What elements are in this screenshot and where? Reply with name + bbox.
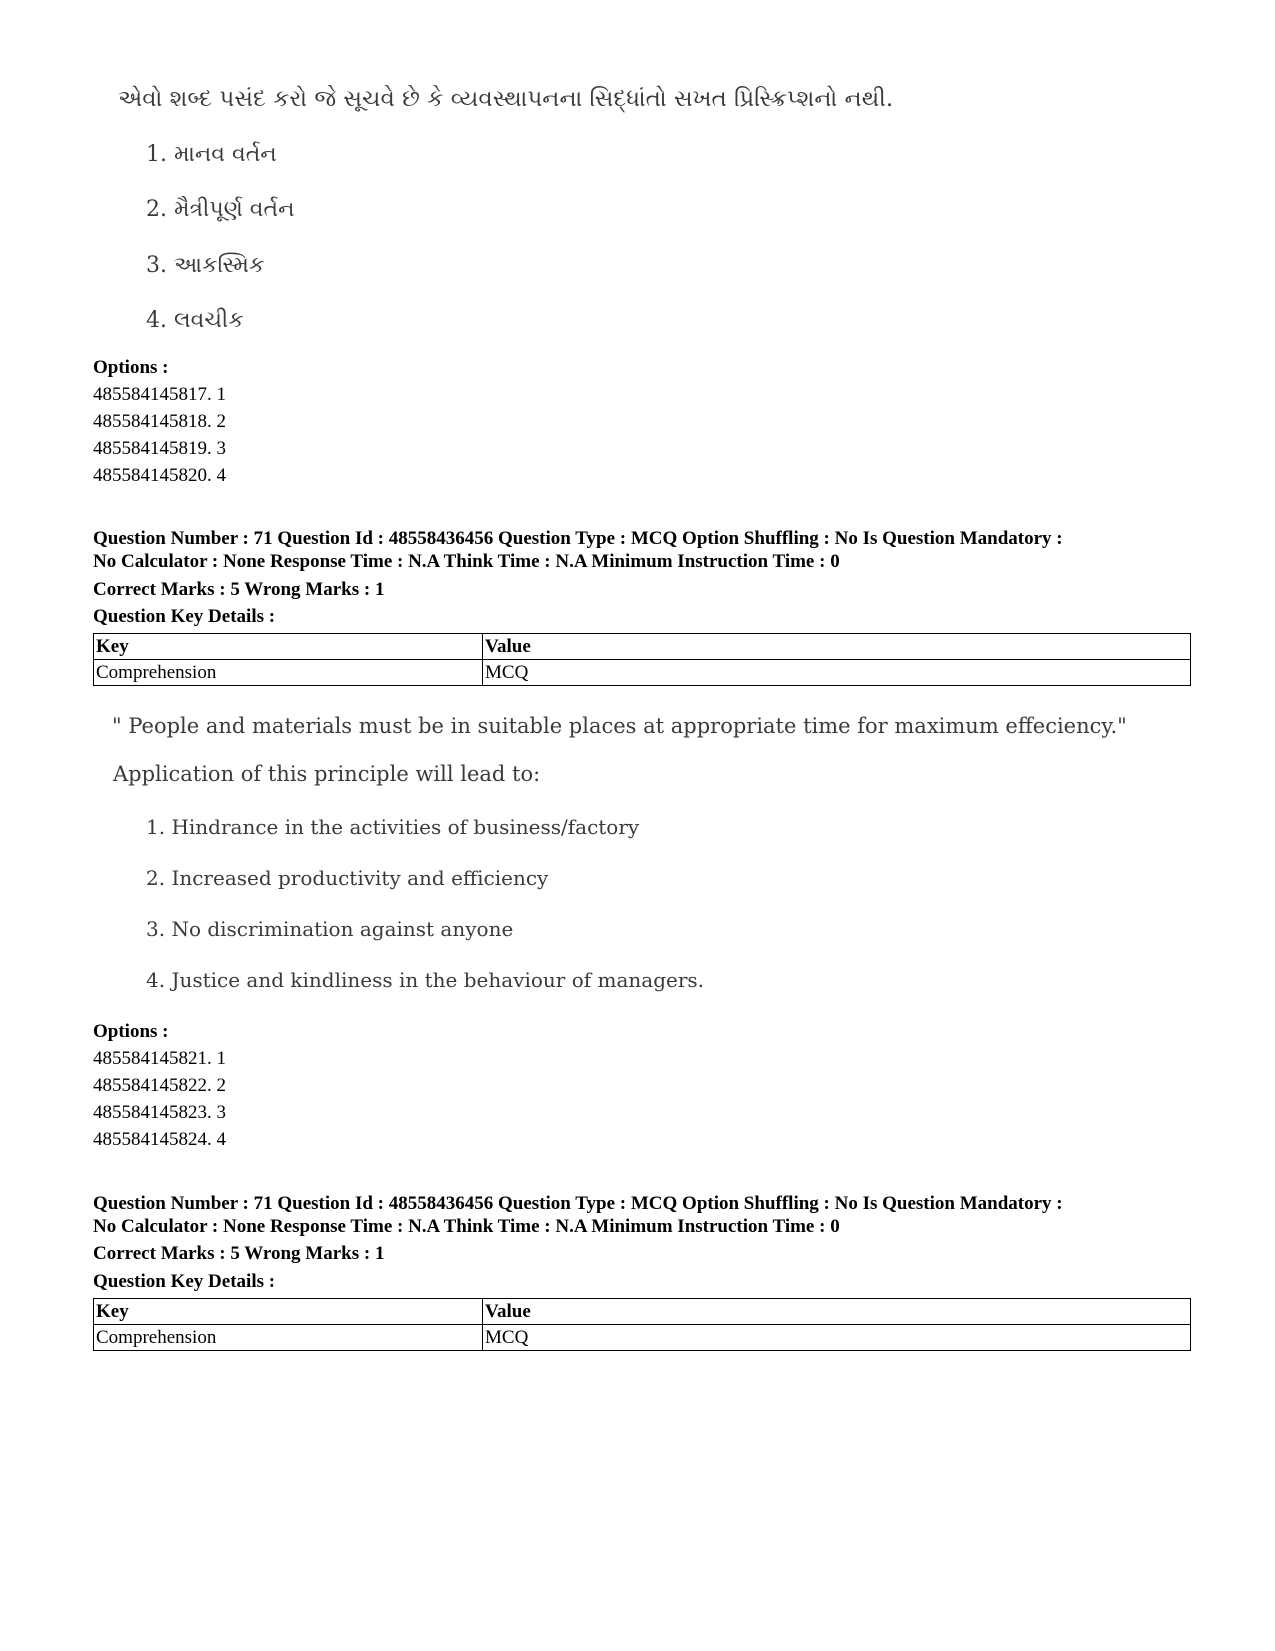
key-details-label: Question Key Details : xyxy=(93,606,276,627)
question-meta-line1: Question Number : 71 Question Id : 48558436456 Question Type : MCQ Option Shuffling : No Is Question Mandatory : xyxy=(93,528,1063,549)
marks-line: Correct Marks : 5 Wrong Marks : 1 xyxy=(93,579,385,600)
table-cell-value: MCQ xyxy=(483,1325,1191,1351)
option-item: 485584145824. 4 xyxy=(93,1129,226,1150)
choice-4: 4. Justice and kindliness in the behaviour of managers. xyxy=(146,968,705,992)
choice-2: 2. Increased productivity and efficiency xyxy=(146,866,549,890)
option-item: 485584145817. 1 xyxy=(93,384,226,405)
table-header-key: Key xyxy=(94,634,483,660)
table-header-value: Value xyxy=(483,1299,1191,1325)
choice-1: 1. Hindrance in the activities of business/factory xyxy=(146,815,640,839)
option-item: 485584145823. 3 xyxy=(93,1102,226,1123)
option-item: 485584145822. 2 xyxy=(93,1075,226,1096)
table-cell-key: Comprehension xyxy=(94,660,483,686)
question-text-gujarati: એવો શબ્દ પસંદ કરો જે સૂચવે છે કે વ્યવસ્થાપનના સિદ્ધાંતો સખત પ્રિસ્ક્રિપ્શનો નથી. xyxy=(118,86,894,112)
table-cell-key: Comprehension xyxy=(94,1325,483,1351)
choice-2: 2. મૈત્રીપૂર્ણ વર્તન xyxy=(146,197,295,222)
option-item: 485584145820. 4 xyxy=(93,465,226,486)
table-header-row xyxy=(94,634,1191,660)
table-row xyxy=(94,1325,1191,1351)
question-quote: " People and materials must be in suitable places at appropriate time for maximum effeciency." xyxy=(112,714,1127,738)
choice-3: 3. આકસ્મિક xyxy=(146,253,265,278)
option-item: 485584145819. 3 xyxy=(93,438,226,459)
marks-line: Correct Marks : 5 Wrong Marks : 1 xyxy=(93,1243,385,1264)
table-header-value: Value xyxy=(483,634,1191,660)
choice-1: 1. માનવ વર્તન xyxy=(146,142,277,167)
options-label: Options : xyxy=(93,357,169,378)
question-meta-line2: No Calculator : None Response Time : N.A Think Time : N.A Minimum Instruction Time : 0 xyxy=(93,551,840,572)
question-meta-line2: No Calculator : None Response Time : N.A Think Time : N.A Minimum Instruction Time : 0 xyxy=(93,1216,840,1237)
key-details-table xyxy=(93,1298,1191,1351)
key-details-label: Question Key Details : xyxy=(93,1271,276,1292)
question-meta-line1: Question Number : 71 Question Id : 48558436456 Question Type : MCQ Option Shuffling : No Is Question Mandatory : xyxy=(93,1193,1063,1214)
table-header-key: Key xyxy=(94,1299,483,1325)
table-header-row xyxy=(94,1299,1191,1325)
option-item: 485584145818. 2 xyxy=(93,411,226,432)
table-cell-value: MCQ xyxy=(483,660,1191,686)
choice-4: 4. લવચીક xyxy=(146,308,244,333)
option-item: 485584145821. 1 xyxy=(93,1048,226,1069)
table-row xyxy=(94,660,1191,686)
options-label: Options : xyxy=(93,1021,169,1042)
choice-3: 3. No discrimination against anyone xyxy=(146,917,514,941)
question-prompt: Application of this principle will lead to: xyxy=(113,762,541,786)
key-details-table xyxy=(93,633,1191,686)
